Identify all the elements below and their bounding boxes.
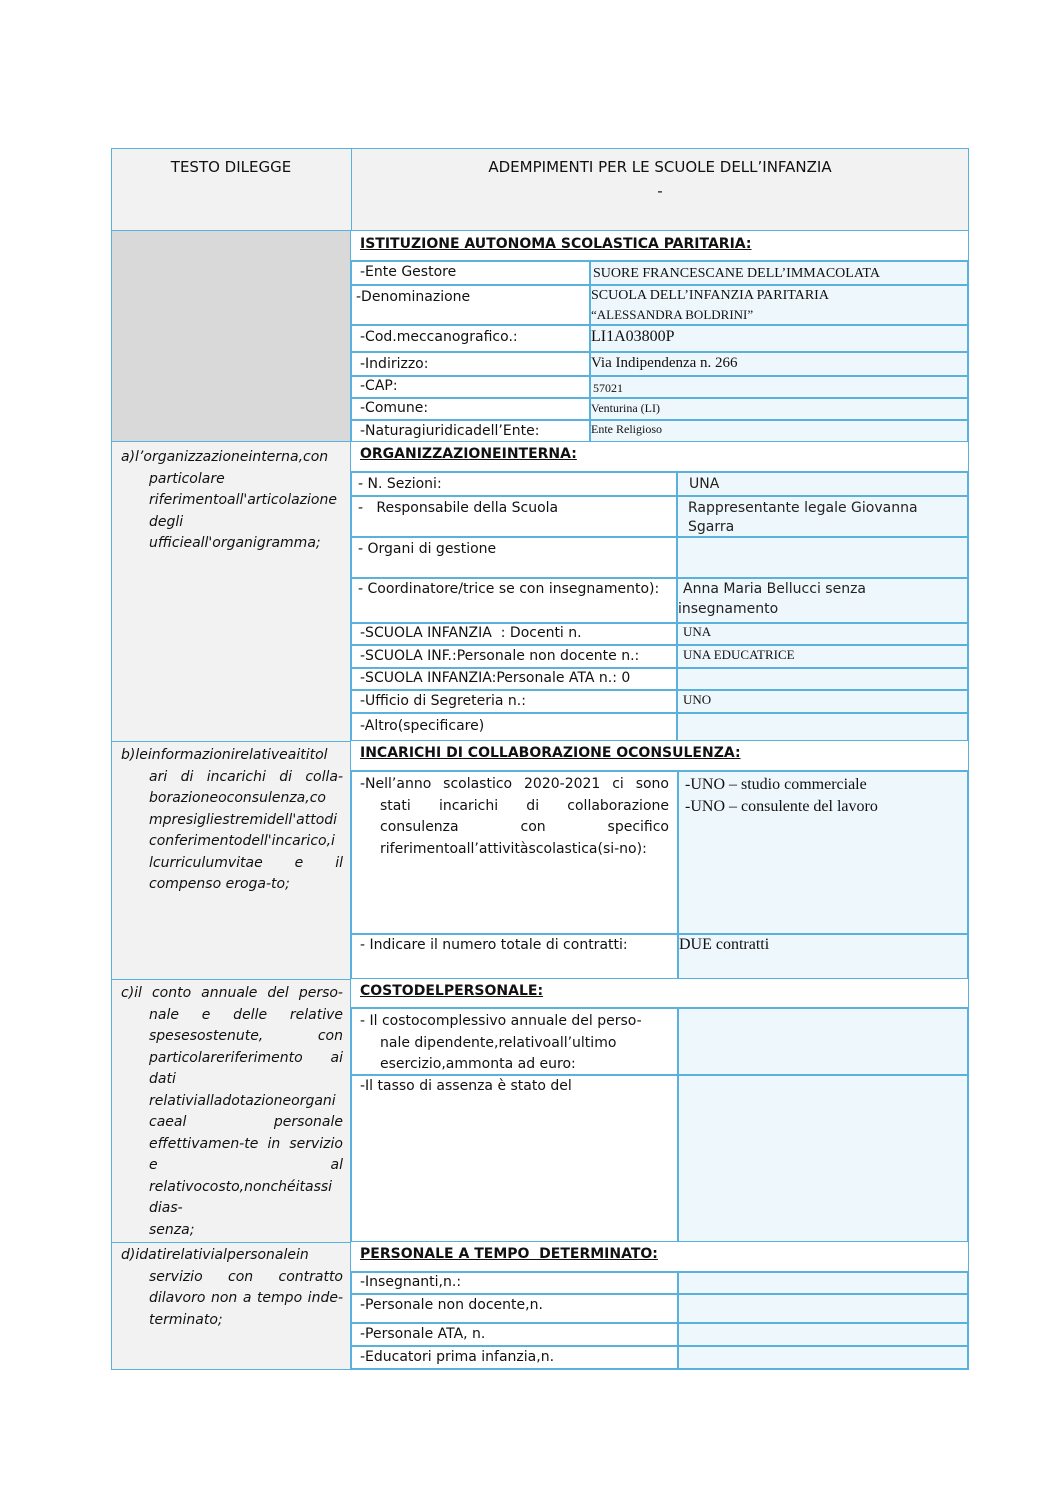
section-b-description: b)leinformazionirelativeaititol ari di incarichi di colla- borazioneoconsulenza,co mpresigliestremidell'attodi conferimentodell'incarico,i lcurriculumvitae e il compenso eroga-to; [121, 747, 343, 892]
ata-td-label: -Personale ATA, n. [360, 1326, 486, 1342]
cap-label: -CAP: [360, 378, 398, 394]
sezioni-label-cell [351, 472, 677, 496]
non-docente-value: UNA EDUCATRICE [683, 647, 795, 662]
determinato-title-row [351, 1242, 968, 1272]
responsabile-value: Rappresentante legale Giovanna [688, 500, 918, 516]
non-docente-td-value-cell [678, 1294, 968, 1323]
non-docente-label: -SCUOLA INF.:Personale non docente n.: [360, 648, 640, 664]
comune-label: -Comune: [360, 400, 429, 416]
natura-value: Ente Religioso [591, 422, 662, 436]
codice-label: -Cod.meccanografico.: [360, 329, 518, 345]
header-dash: - [657, 182, 663, 200]
altro-label: -Altro(specificare) [360, 718, 485, 734]
coordinatore-value: Anna Maria Bellucci senza [683, 581, 866, 597]
organi-label-cell [351, 537, 677, 578]
comune-value-cell [590, 398, 968, 420]
header-right-title: ADEMPIMENTI PER LE SCUOLE DELL’INFANZIA [488, 158, 832, 176]
natura-label-cell [351, 420, 590, 442]
costo-title: COSTODELPERSONALE: [360, 983, 544, 999]
ente-gestore-value-cell [590, 261, 968, 285]
natura-value-cell [590, 420, 968, 442]
ente-gestore-label-cell [351, 261, 590, 285]
segreteria-label-cell [351, 690, 677, 713]
responsabile-label: - Responsabile della Scuola [358, 500, 559, 516]
contratti-value: DUE contratti [679, 936, 770, 953]
denominazione-label-cell [351, 285, 590, 325]
docenti-value-cell [677, 623, 968, 645]
denominazione-value-cell [590, 285, 968, 325]
non-docente-label-cell [351, 645, 677, 668]
contratti-label-cell [351, 934, 678, 979]
organi-value-cell [677, 537, 968, 578]
responsabile-value-cell [677, 496, 968, 537]
assenza-label: -Il tasso di assenza è stato del [360, 1078, 572, 1094]
costo-title-row [351, 979, 968, 1008]
section-d-description: d)idatirelativialpersonalein servizio con contratto dilavoro non a tempo inde- terminato; [121, 1247, 343, 1328]
coordinatore-value-cell [677, 578, 968, 623]
comune-label-cell [351, 398, 590, 420]
indirizzo-label: -Indirizzo: [360, 356, 429, 372]
incarichi-question-cell [351, 771, 678, 934]
istituzione-title: ISTITUZIONE AUTONOMA SCOLASTICA PARITARIA: [360, 236, 752, 252]
costo-question-cell [351, 1008, 678, 1075]
incarichi-title-row [351, 741, 968, 771]
organizzazione-title-row [351, 442, 968, 472]
altro-label-cell [351, 713, 677, 741]
determinato-title: PERSONALE A TEMPO DETERMINATO: [360, 1246, 658, 1262]
left-divider-d [112, 1242, 351, 1243]
grey-cell [112, 231, 350, 442]
codice-value: LI1A03800P [591, 328, 675, 345]
segreteria-label: -Ufficio di Segreteria n.: [360, 693, 526, 709]
segreteria-value-cell [677, 690, 968, 713]
ata-value-cell [677, 668, 968, 690]
sezioni-value-cell [677, 472, 968, 496]
indirizzo-value: Via Indipendenza n. 266 [591, 355, 738, 371]
sezioni-value: UNA [689, 476, 720, 492]
ata-td-label-cell [351, 1323, 678, 1346]
organi-label: - Organi di gestione [358, 541, 497, 557]
ata-td-value-cell [678, 1323, 968, 1346]
codice-value-cell [590, 325, 968, 352]
left-divider-c [112, 979, 351, 980]
contratti-value-cell [678, 934, 968, 979]
docenti-label: -SCUOLA INFANZIA : Docenti n. [360, 625, 582, 641]
ata-label: -SCUOLA INFANZIA:Personale ATA n.: 0 [360, 670, 631, 686]
cap-label-cell [351, 376, 590, 398]
segreteria-value: UNO [683, 692, 712, 707]
educatori-value-cell [678, 1346, 968, 1369]
ata-label-cell [351, 668, 677, 690]
insegnanti-value-cell [678, 1272, 968, 1294]
denominazione-value: SCUOLA DELL’INFANZIA PARITARIA [591, 288, 829, 303]
indirizzo-value-cell [590, 352, 968, 376]
costo-value-cell [678, 1008, 968, 1075]
costo-question: - Il costocomplessivo annuale del perso- nale dipendente,relativoall’ultimo esercizio,ammonta ad euro: [360, 1013, 642, 1072]
responsabile-label-cell [351, 496, 677, 537]
incarichi-title: INCARICHI DI COLLABORAZIONE OCONSULENZA: [360, 745, 741, 761]
indirizzo-label-cell [351, 352, 590, 376]
assenza-label-cell [351, 1075, 678, 1242]
ente-gestore-label: -Ente Gestore [360, 264, 457, 280]
denominazione-value-line2: “ALESSANDRA BOLDRINI” [591, 307, 754, 322]
docenti-value: UNA [683, 624, 712, 639]
natura-label: -Naturagiuridicadell’Ente: [360, 423, 540, 439]
section-a-description: a)l’organizzazioneinterna,con particolare riferimentoall'articolazione degli ufficieall'organigramma; [121, 449, 337, 551]
header-left-title: TESTO DILEGGE [170, 158, 292, 176]
insegnanti-label-cell [351, 1272, 678, 1294]
istituzione-title-row [351, 231, 968, 261]
cap-value-cell [590, 376, 968, 398]
coordinatore-value-line2: insegnamento [678, 601, 779, 617]
non-docente-value-cell [677, 645, 968, 668]
sezioni-label: - N. Sezioni: [358, 476, 442, 492]
incarichi-answer-cell [678, 771, 968, 934]
responsabile-value-line2: Sgarra [688, 519, 735, 535]
altro-value-cell [677, 713, 968, 741]
non-docente-td-label: -Personale non docente,n. [360, 1297, 543, 1313]
codice-label-cell [351, 325, 590, 352]
insegnanti-label: -Insegnanti,n.: [360, 1274, 462, 1290]
educatori-label-cell [351, 1346, 678, 1369]
ente-gestore-value: SUORE FRANCESCANE DELL’IMMACOLATA [593, 266, 880, 281]
docenti-label-cell [351, 623, 677, 645]
coordinatore-label-cell [351, 578, 677, 623]
comune-value: Venturina (LI) [591, 401, 660, 415]
non-docente-td-label-cell [351, 1294, 678, 1323]
cap-value: 57021 [593, 381, 623, 395]
coordinatore-label: - Coordinatore/trice se con insegnamento): [358, 581, 660, 597]
contratti-label: - Indicare il numero totale di contratti: [360, 937, 628, 953]
organizzazione-title: ORGANIZZAZIONEINTERNA: [360, 446, 577, 462]
incarichi-question: -Nell’anno scolastico 2020-2021 ci sono stati incarichi di collaborazione consulenza con specifico riferimentoall’attivitàscolastica(si-no): [360, 776, 669, 857]
section-c-description: c)il conto annuale del perso- nale e delle relative spesesostenute, con particolareriferimento ai dati relativialladotazioneorgani caeal personale effettivamen-te in servizio e al relativocosto,nonchéitassi dias- senza; [121, 985, 343, 1238]
incarichi-answer: -UNO – studio commerciale -UNO – consulente del lavoro [685, 776, 878, 815]
educatori-label: -Educatori prima infanzia,n. [360, 1349, 555, 1365]
assenza-value-cell [678, 1075, 968, 1242]
denominazione-label: -Denominazione [356, 289, 471, 305]
left-divider-b [112, 741, 351, 742]
